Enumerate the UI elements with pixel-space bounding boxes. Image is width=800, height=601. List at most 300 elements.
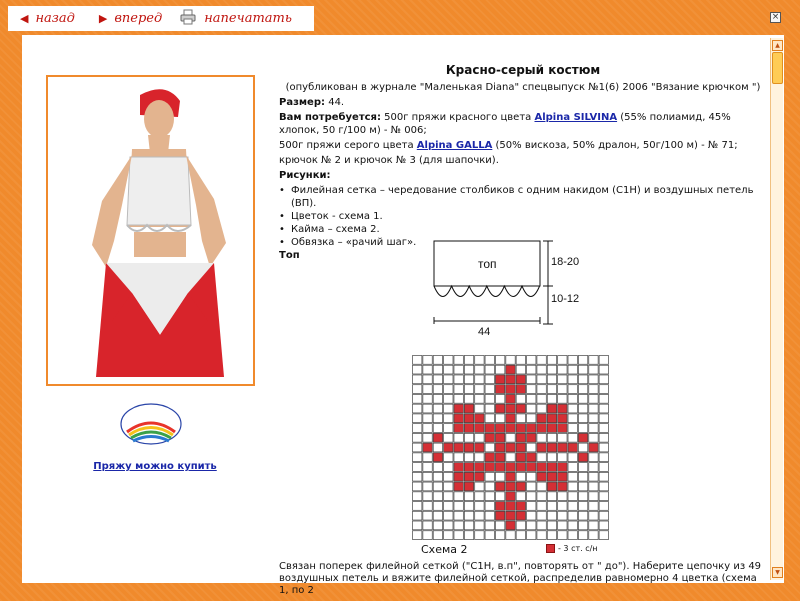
chart-cell bbox=[589, 375, 598, 384]
published-note: (опубликован в журнале "Маленькая Diana" спецвыпуск №1(6) 2006 "Вязание крючком ") bbox=[285, 82, 761, 93]
chart-cell bbox=[568, 453, 577, 462]
chart-cell bbox=[464, 521, 473, 530]
chart-cell bbox=[516, 394, 525, 403]
chart-cell bbox=[413, 375, 422, 384]
chart-cell-filled bbox=[506, 404, 515, 413]
top-schematic bbox=[430, 237, 590, 337]
chart-cell bbox=[454, 375, 463, 384]
chart-cell bbox=[599, 375, 608, 384]
scroll-down-icon[interactable]: ▼ bbox=[772, 567, 783, 578]
chart-cell bbox=[578, 463, 587, 472]
chart-cell bbox=[454, 511, 463, 520]
chart-cell-filled bbox=[547, 424, 556, 433]
chart-cell bbox=[444, 482, 453, 491]
chart-cell bbox=[423, 531, 432, 540]
chart-cell-filled bbox=[506, 365, 515, 374]
materials-line-1 bbox=[279, 111, 767, 137]
chart-cell-filled bbox=[516, 424, 525, 433]
chart-cell bbox=[599, 521, 608, 530]
chart-cell bbox=[568, 433, 577, 442]
chart-cell bbox=[527, 404, 536, 413]
chart-cell bbox=[599, 365, 608, 374]
chart-cell bbox=[578, 521, 587, 530]
vertical-scrollbar[interactable] bbox=[770, 38, 783, 580]
chart-cell bbox=[516, 365, 525, 374]
chart-cell-filled bbox=[464, 472, 473, 481]
chart-cell bbox=[433, 492, 442, 501]
chart-cell bbox=[578, 404, 587, 413]
chart-cell-filled bbox=[568, 443, 577, 452]
chart-cell bbox=[454, 433, 463, 442]
chart-cell bbox=[413, 511, 422, 520]
chart-cell bbox=[537, 502, 546, 511]
chart-cell bbox=[558, 453, 567, 462]
chart-cell bbox=[568, 502, 577, 511]
chart-cell-filled bbox=[454, 443, 463, 452]
chart-cell bbox=[547, 502, 556, 511]
chart-cell bbox=[413, 531, 422, 540]
chart-cell bbox=[464, 502, 473, 511]
chart-cell bbox=[558, 365, 567, 374]
chart-cell bbox=[537, 531, 546, 540]
chart-cell bbox=[547, 521, 556, 530]
chart-cell bbox=[413, 414, 422, 423]
chart-cell bbox=[433, 521, 442, 530]
chart-cell bbox=[433, 414, 442, 423]
chart-cell-filled bbox=[547, 443, 556, 452]
chart-cell-filled bbox=[516, 502, 525, 511]
stitch-chart bbox=[412, 355, 609, 540]
chart-cell-filled bbox=[527, 433, 536, 442]
chart-cell bbox=[537, 365, 546, 374]
chart-cell-filled bbox=[506, 511, 515, 520]
chart-cell-filled bbox=[506, 521, 515, 530]
chart-cell bbox=[423, 453, 432, 462]
chart-cell-filled bbox=[558, 472, 567, 481]
chart-cell-filled bbox=[485, 424, 494, 433]
dim-width: 44 bbox=[478, 326, 491, 337]
size-line bbox=[279, 96, 767, 109]
chart-cell bbox=[485, 492, 494, 501]
chart-cell-filled bbox=[558, 463, 567, 472]
chart-cell bbox=[578, 511, 587, 520]
chart-cell bbox=[599, 453, 608, 462]
chart-cell-filled bbox=[558, 482, 567, 491]
chart-cell bbox=[537, 385, 546, 394]
chart-cell bbox=[506, 433, 515, 442]
chart-cell bbox=[413, 394, 422, 403]
chart-cell bbox=[413, 443, 422, 452]
chart-cell bbox=[589, 492, 598, 501]
chart-cell bbox=[464, 453, 473, 462]
chart-cell bbox=[516, 531, 525, 540]
chart-cell-filled bbox=[537, 463, 546, 472]
chart-cell-filled bbox=[506, 463, 515, 472]
chart-cell-filled bbox=[444, 443, 453, 452]
chart-cell bbox=[433, 356, 442, 365]
chart-cell-filled bbox=[537, 424, 546, 433]
chart-cell bbox=[599, 531, 608, 540]
back-arrow-icon: ◀ bbox=[20, 12, 29, 25]
chart-cell-filled bbox=[485, 463, 494, 472]
chart-cell bbox=[423, 463, 432, 472]
chart-cell bbox=[423, 356, 432, 365]
chart-cell bbox=[547, 511, 556, 520]
chart-cell-filled bbox=[516, 404, 525, 413]
chart-cell bbox=[444, 472, 453, 481]
chart-cell bbox=[558, 511, 567, 520]
product-photo bbox=[46, 75, 255, 386]
chart-cell bbox=[454, 394, 463, 403]
chart-legend bbox=[546, 544, 598, 553]
chart-cell bbox=[547, 394, 556, 403]
chart-cell bbox=[578, 375, 587, 384]
chart-cell bbox=[516, 492, 525, 501]
chart-cell bbox=[568, 531, 577, 540]
forward-button[interactable] bbox=[99, 11, 162, 26]
chart-cell-filled bbox=[454, 414, 463, 423]
chart-cell bbox=[568, 472, 577, 481]
chart-cell bbox=[433, 424, 442, 433]
chart-cell bbox=[413, 502, 422, 511]
chart-cell-filled bbox=[547, 472, 556, 481]
chart-cell bbox=[475, 511, 484, 520]
chart-cell bbox=[599, 472, 608, 481]
chart-cell bbox=[547, 433, 556, 442]
chart-cell bbox=[423, 385, 432, 394]
chart-cell bbox=[589, 365, 598, 374]
chart-cell-filled bbox=[578, 433, 587, 442]
chart-cell bbox=[444, 502, 453, 511]
chart-cell-filled bbox=[495, 453, 504, 462]
chart-cell-filled bbox=[495, 502, 504, 511]
chart-cell bbox=[433, 472, 442, 481]
chart-cell-filled bbox=[495, 463, 504, 472]
chart-cell bbox=[485, 443, 494, 452]
chart-cell bbox=[568, 424, 577, 433]
chart-cell bbox=[475, 502, 484, 511]
chart-cell bbox=[578, 492, 587, 501]
chart-cell-filled bbox=[506, 472, 515, 481]
chart-cell-filled bbox=[506, 482, 515, 491]
chart-cell bbox=[506, 453, 515, 462]
chart-cell bbox=[589, 394, 598, 403]
chart-cell bbox=[413, 453, 422, 462]
page-title: Красно-серый костюм bbox=[445, 63, 601, 77]
chart-cell bbox=[485, 482, 494, 491]
chart-cell bbox=[464, 531, 473, 540]
chart-cell bbox=[475, 521, 484, 530]
chart-cell bbox=[423, 365, 432, 374]
chart-cell bbox=[433, 463, 442, 472]
chart-cell bbox=[599, 385, 608, 394]
printer-icon bbox=[180, 9, 196, 29]
chart-cell-filled bbox=[495, 443, 504, 452]
back-label: назад bbox=[35, 11, 75, 26]
chart-cell bbox=[413, 482, 422, 491]
chart-cell bbox=[578, 414, 587, 423]
chart-cell bbox=[589, 433, 598, 442]
chart-cell bbox=[475, 433, 484, 442]
alpina-logo bbox=[119, 402, 183, 448]
chart-cell bbox=[599, 394, 608, 403]
chart-cell-filled bbox=[495, 482, 504, 491]
chart-cell bbox=[568, 414, 577, 423]
chart-cell-filled bbox=[506, 443, 515, 452]
chart-cell bbox=[527, 375, 536, 384]
chart-cell bbox=[547, 453, 556, 462]
scroll-up-icon[interactable]: ▲ bbox=[772, 40, 783, 51]
chart-cell bbox=[423, 502, 432, 511]
chart-cell bbox=[413, 492, 422, 501]
chart-cell bbox=[599, 463, 608, 472]
chart-cell bbox=[599, 443, 608, 452]
chart-cell bbox=[599, 482, 608, 491]
chart-cell-filled bbox=[527, 463, 536, 472]
chart-cell-filled bbox=[506, 424, 515, 433]
chart-cell-filled bbox=[516, 511, 525, 520]
chart-cell-filled bbox=[537, 414, 546, 423]
chart-cell bbox=[527, 385, 536, 394]
close-icon[interactable]: × bbox=[771, 12, 780, 22]
chart-cell bbox=[433, 404, 442, 413]
chart-cell bbox=[423, 482, 432, 491]
chart-cell bbox=[444, 433, 453, 442]
chart-cell bbox=[433, 385, 442, 394]
chart-cell bbox=[423, 424, 432, 433]
yarn-link-galla[interactable]: Alpina GALLA bbox=[416, 140, 493, 151]
chart-cell bbox=[413, 424, 422, 433]
chart-cell-filled bbox=[527, 453, 536, 462]
yarn-link-silvina[interactable]: Alpina SILVINA bbox=[534, 112, 618, 123]
chart-cell bbox=[578, 502, 587, 511]
chart-cell bbox=[527, 531, 536, 540]
chart-cell-filled bbox=[454, 472, 463, 481]
chart-cell bbox=[527, 521, 536, 530]
chart-cell-filled bbox=[516, 433, 525, 442]
chart-cell bbox=[433, 394, 442, 403]
chart-cell bbox=[568, 375, 577, 384]
chart-cell-filled bbox=[506, 492, 515, 501]
chart-cell-filled bbox=[516, 385, 525, 394]
materials-text-1: 500г пряжи красного цвета bbox=[384, 112, 532, 123]
chart-cell bbox=[527, 502, 536, 511]
chart-cell bbox=[413, 385, 422, 394]
chart-cell bbox=[495, 365, 504, 374]
chart-cell bbox=[537, 375, 546, 384]
chart-cell-filled bbox=[464, 443, 473, 452]
chart-cell bbox=[485, 394, 494, 403]
chart-cell-filled bbox=[464, 482, 473, 491]
chart-cell bbox=[578, 365, 587, 374]
chart-cell bbox=[599, 414, 608, 423]
chart-cell bbox=[589, 414, 598, 423]
chart-cell bbox=[495, 521, 504, 530]
chart-cell-filled bbox=[558, 443, 567, 452]
chart-cell bbox=[537, 492, 546, 501]
chart-cell bbox=[444, 424, 453, 433]
chart-cell bbox=[568, 511, 577, 520]
chart-cell bbox=[589, 521, 598, 530]
chart-cell-filled bbox=[558, 404, 567, 413]
materials-text-2: (55% полиамид, 45% хлопок, 50 г/100 м) - № 006; bbox=[279, 112, 731, 136]
chart-caption: Схема 2 bbox=[421, 543, 468, 556]
chart-cell bbox=[475, 394, 484, 403]
chart-cell-filled bbox=[495, 404, 504, 413]
chart-cell-filled bbox=[454, 463, 463, 472]
chart-cell-filled bbox=[516, 443, 525, 452]
chart-cell bbox=[485, 531, 494, 540]
chart-cell bbox=[599, 511, 608, 520]
chart-cell bbox=[433, 375, 442, 384]
chart-cell bbox=[423, 414, 432, 423]
scroll-thumb[interactable] bbox=[772, 52, 783, 84]
list-item: • Филейная сетка – чередование столбиков с одним накидом (С1Н) и воздушных петель (ВП). bbox=[289, 184, 767, 210]
chart-cell bbox=[464, 511, 473, 520]
chart-cell bbox=[485, 502, 494, 511]
chart-cell-filled bbox=[506, 414, 515, 423]
chart-cell bbox=[485, 365, 494, 374]
print-button[interactable] bbox=[162, 9, 292, 29]
chart-cell bbox=[413, 433, 422, 442]
chart-cell bbox=[558, 385, 567, 394]
chart-cell-filled bbox=[495, 385, 504, 394]
legend-swatch bbox=[546, 544, 555, 553]
chart-cell bbox=[589, 502, 598, 511]
materials-text-3: 500г пряжи серого цвета bbox=[279, 140, 414, 151]
chart-cell bbox=[547, 492, 556, 501]
size-label: Размер: bbox=[279, 97, 326, 108]
chart-cell bbox=[444, 394, 453, 403]
chart-cell bbox=[558, 502, 567, 511]
forward-label: вперед bbox=[114, 11, 163, 26]
chart-cell bbox=[527, 443, 536, 452]
chart-cell bbox=[506, 356, 515, 365]
chart-cell bbox=[433, 482, 442, 491]
chart-cell-filled bbox=[495, 375, 504, 384]
chart-cell-filled bbox=[475, 414, 484, 423]
chart-cell-filled bbox=[547, 463, 556, 472]
dim-top: 18-20 bbox=[551, 256, 580, 268]
chart-cell-filled bbox=[527, 424, 536, 433]
chart-cell-filled bbox=[537, 472, 546, 481]
list-item: • Цветок - схема 1. bbox=[289, 210, 767, 223]
chart-cell-filled bbox=[506, 375, 515, 384]
chart-cell bbox=[568, 482, 577, 491]
top-section-label: Топ bbox=[279, 250, 300, 261]
chart-cell bbox=[413, 404, 422, 413]
chart-cell bbox=[433, 365, 442, 374]
chart-cell bbox=[475, 365, 484, 374]
chart-cell bbox=[537, 482, 546, 491]
chart-cell bbox=[547, 356, 556, 365]
chart-cell bbox=[599, 356, 608, 365]
chart-cell bbox=[444, 511, 453, 520]
chart-cell bbox=[444, 531, 453, 540]
chart-cell bbox=[537, 356, 546, 365]
forward-arrow-icon: ▶ bbox=[98, 12, 108, 25]
chart-cell bbox=[485, 404, 494, 413]
chart-cell bbox=[464, 356, 473, 365]
chart-cell-filled bbox=[506, 394, 515, 403]
chart-cell bbox=[475, 404, 484, 413]
chart-cell-filled bbox=[495, 424, 504, 433]
chart-cell bbox=[537, 394, 546, 403]
print-label: напечатать bbox=[204, 11, 292, 26]
chart-cell bbox=[558, 531, 567, 540]
chart-cell bbox=[423, 472, 432, 481]
chart-cell-filled bbox=[558, 424, 567, 433]
chart-cell bbox=[589, 404, 598, 413]
chart-cell bbox=[547, 375, 556, 384]
chart-cell-filled bbox=[506, 385, 515, 394]
chart-cell bbox=[423, 492, 432, 501]
chart-cell bbox=[444, 414, 453, 423]
chart-cell bbox=[464, 394, 473, 403]
chart-cell bbox=[423, 521, 432, 530]
schematic-label: топ bbox=[478, 257, 497, 271]
buy-yarn-link[interactable]: Пряжу можно купить bbox=[93, 461, 217, 472]
chart-cell bbox=[495, 531, 504, 540]
chart-cell-filled bbox=[589, 443, 598, 452]
chart-cell bbox=[475, 356, 484, 365]
chart-cell bbox=[444, 385, 453, 394]
chart-cell bbox=[578, 531, 587, 540]
chart-cell bbox=[485, 472, 494, 481]
chart-cell-filled bbox=[547, 482, 556, 491]
chart-cell bbox=[537, 511, 546, 520]
chart-cell bbox=[444, 463, 453, 472]
chart-cell bbox=[423, 375, 432, 384]
chart-cell bbox=[568, 365, 577, 374]
chart-cell bbox=[413, 521, 422, 530]
chart-cell-filled bbox=[464, 463, 473, 472]
chart-cell-filled bbox=[516, 482, 525, 491]
chart-cell-filled bbox=[433, 433, 442, 442]
chart-cell-filled bbox=[516, 453, 525, 462]
chart-cell bbox=[413, 356, 422, 365]
chart-cell bbox=[475, 482, 484, 491]
chart-cell bbox=[433, 443, 442, 452]
chart-cell bbox=[495, 414, 504, 423]
back-button[interactable] bbox=[20, 11, 75, 26]
chart-cell-filled bbox=[433, 453, 442, 462]
chart-cell bbox=[475, 385, 484, 394]
chart-cell bbox=[527, 414, 536, 423]
chart-cell-filled bbox=[454, 424, 463, 433]
chart-cell bbox=[578, 356, 587, 365]
chart-cell bbox=[527, 394, 536, 403]
chart-cell bbox=[589, 453, 598, 462]
chart-cell bbox=[464, 365, 473, 374]
chart-cell bbox=[433, 511, 442, 520]
chart-cell bbox=[454, 365, 463, 374]
toolbar bbox=[8, 6, 314, 31]
chart-cell bbox=[589, 356, 598, 365]
chart-cell bbox=[599, 433, 608, 442]
chart-cell bbox=[454, 521, 463, 530]
legend-label: - 3 ст. с/н bbox=[558, 544, 598, 553]
chart-cell bbox=[589, 482, 598, 491]
chart-cell bbox=[527, 511, 536, 520]
chart-cell bbox=[454, 492, 463, 501]
chart-cell bbox=[589, 424, 598, 433]
materials-text-4: (50% вискоза, 50% дралон, 50г/100 м) - № 71; bbox=[495, 140, 738, 151]
chart-cell bbox=[454, 385, 463, 394]
dim-bottom: 10-12 bbox=[551, 293, 580, 305]
chart-cell bbox=[475, 375, 484, 384]
chart-cell bbox=[506, 531, 515, 540]
